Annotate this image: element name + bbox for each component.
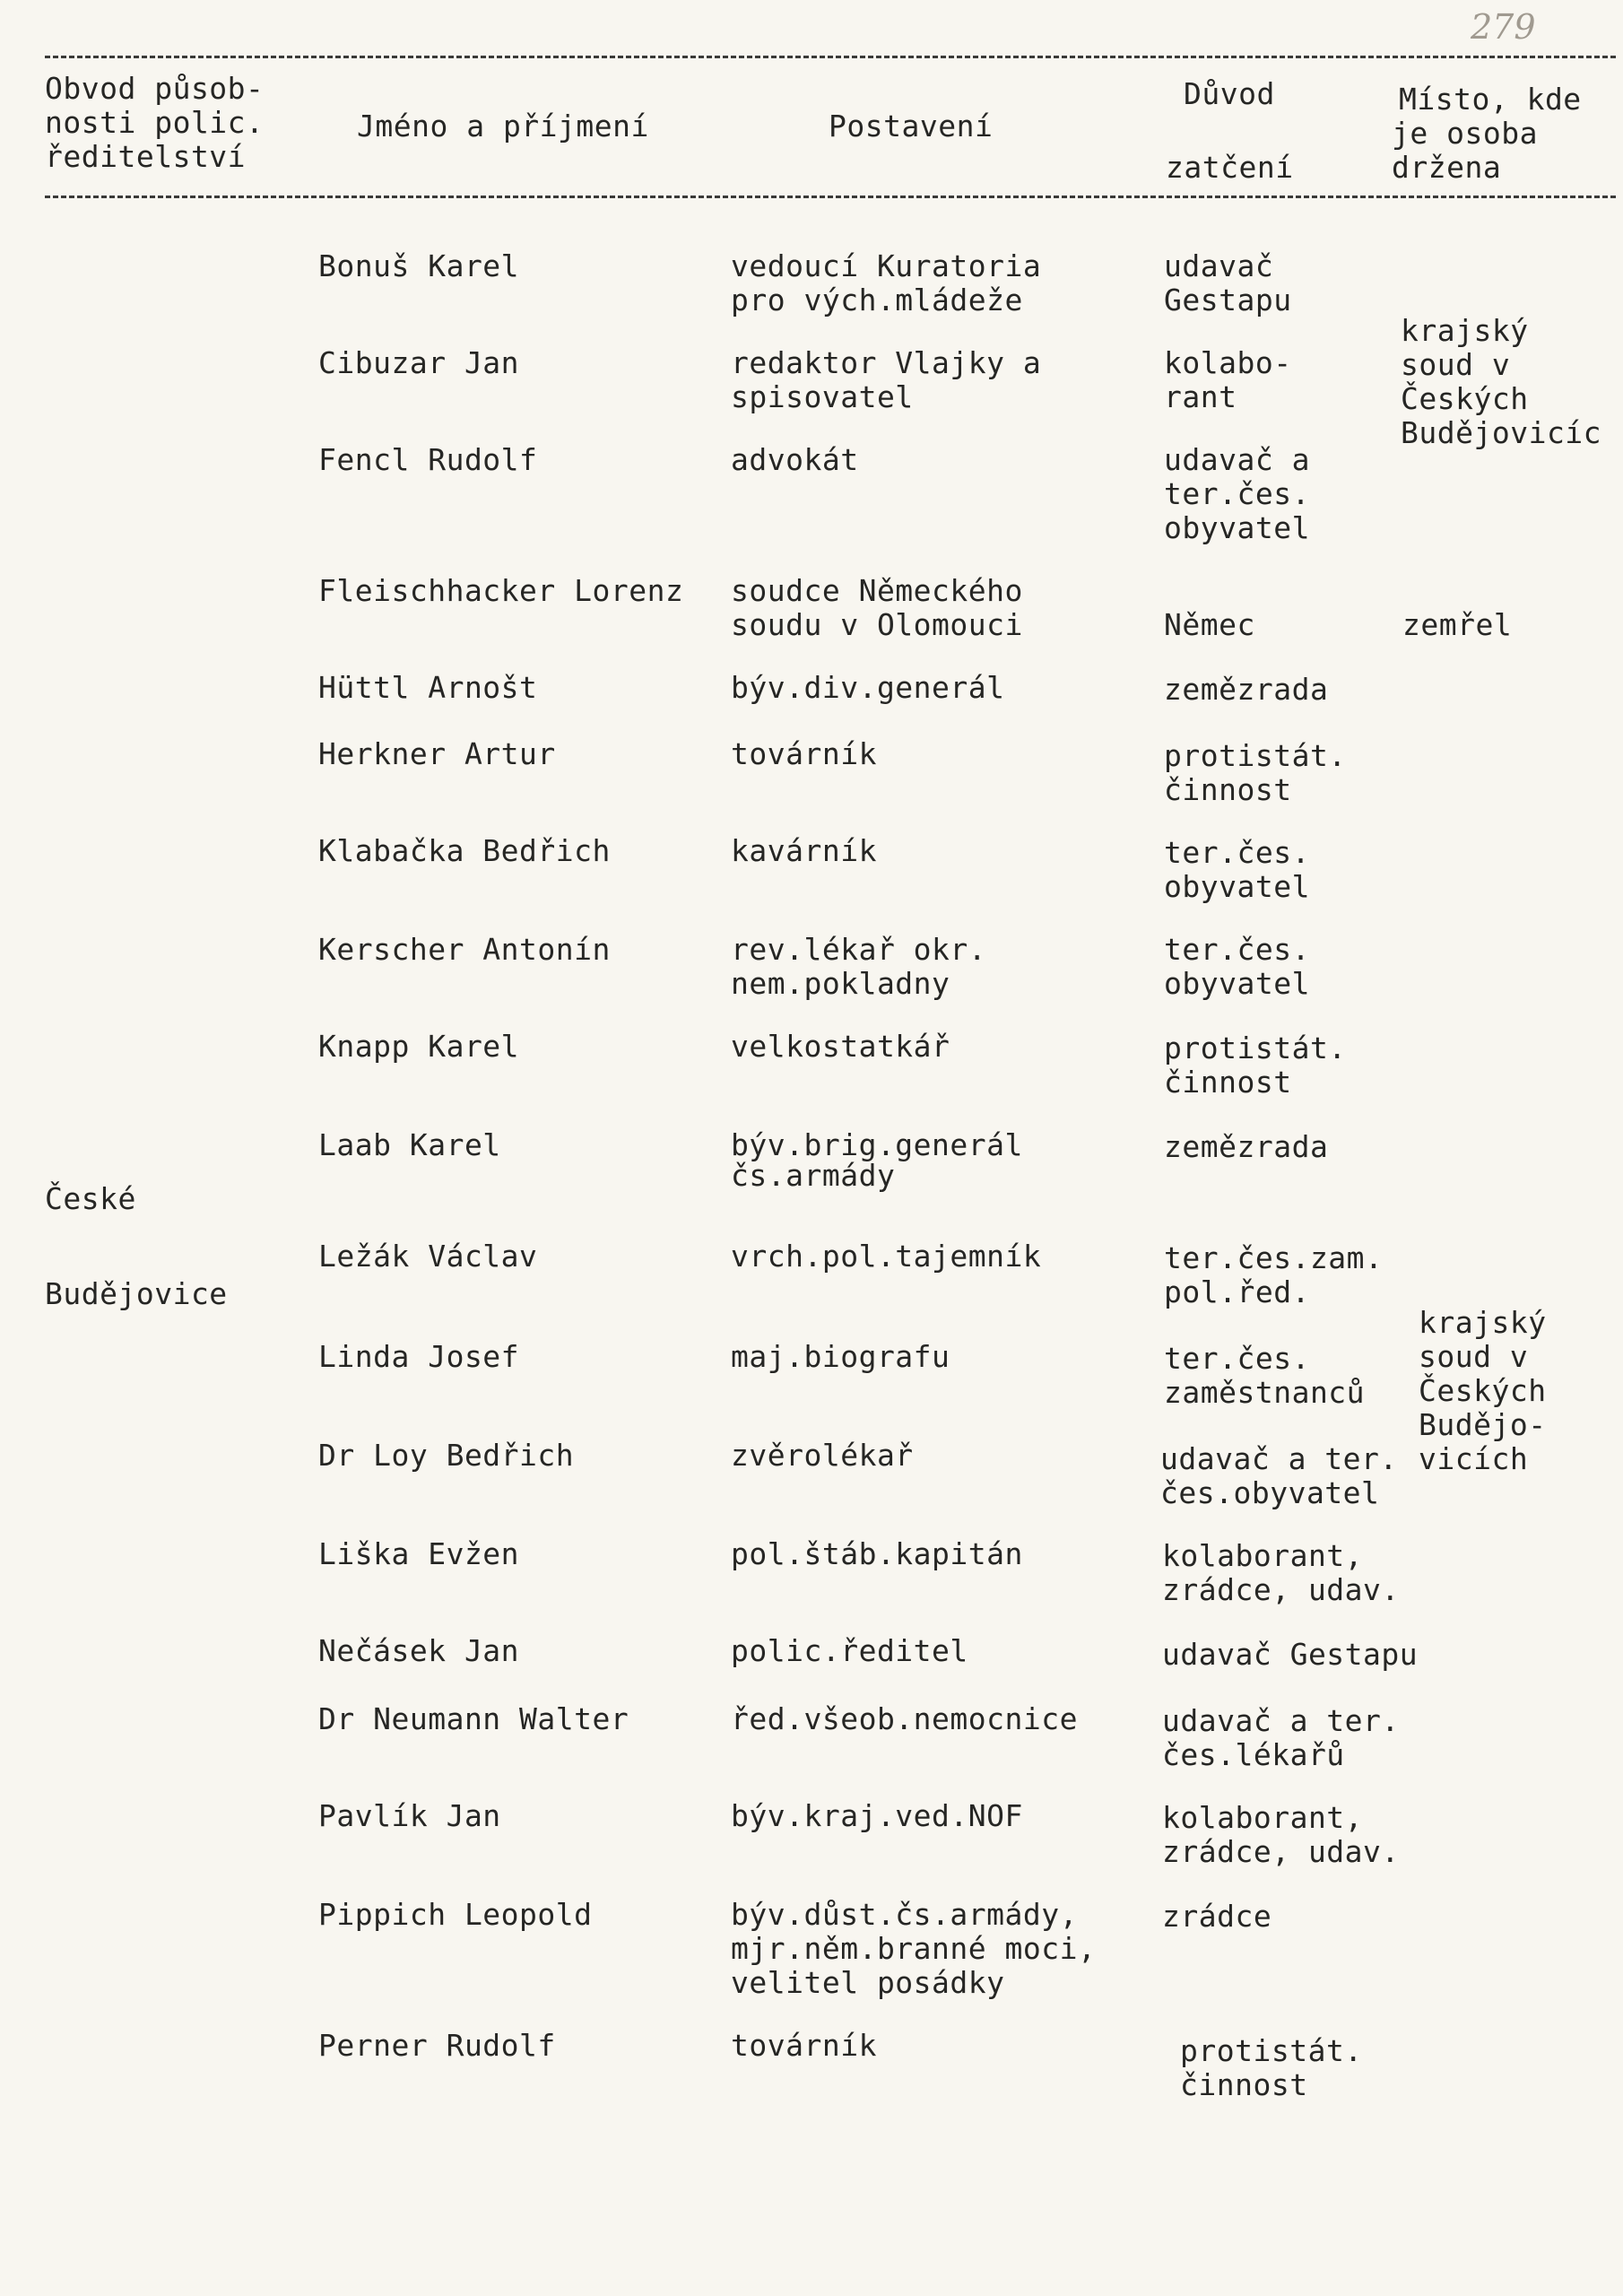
header-rule-top	[45, 56, 1616, 58]
row-position-line: továrník	[731, 736, 877, 771]
place-note-1-line-2: soud v	[1401, 347, 1511, 382]
row-reason-line: zrádce, udav.	[1162, 1572, 1400, 1607]
row-position-line: vrch.pol.tajemník	[731, 1239, 1042, 1274]
row-position-line: vedoucí Kuratoria	[731, 248, 1042, 283]
row-name: Kerscher Antonín	[318, 932, 611, 967]
district-line-1: České	[45, 1181, 136, 1216]
row-reason-line: obyvatel	[1164, 510, 1310, 545]
district-line-2: Budějovice	[45, 1276, 228, 1311]
row-position-line: soudu v Olomouci	[731, 607, 1023, 642]
row-position-line: redaktor Vlajky a	[731, 345, 1042, 380]
header-place-line-1: Místo, kde	[1399, 82, 1582, 117]
row-reason-line: ter.čes.zam.	[1164, 1240, 1384, 1275]
row-name: Liška Evžen	[318, 1536, 520, 1571]
header-reason-top: Důvod	[1184, 76, 1275, 111]
row-reason-line: Němec	[1164, 607, 1255, 642]
row-position-line: soudce Německého	[731, 573, 1023, 608]
row-reason-line: udavač Gestapu	[1162, 1637, 1419, 1672]
row-name: Linda Josef	[318, 1339, 520, 1374]
row-reason-line: pol.řed.	[1164, 1274, 1310, 1309]
row-position-line: advokát	[731, 442, 859, 477]
row-position-line: řed.všeob.nemocnice	[731, 1701, 1078, 1736]
header-reason-bottom: zatčení	[1166, 150, 1294, 185]
row-reason-line: udavač	[1164, 248, 1274, 283]
row-reason-line: činnost	[1180, 2067, 1308, 2102]
row-position-line: spisovatel	[731, 379, 914, 414]
row-name: Fencl Rudolf	[318, 442, 538, 477]
row-reason-line: činnost	[1164, 772, 1292, 807]
page-number: 279	[1471, 7, 1536, 47]
row-position-line: velkostatkář	[731, 1029, 950, 1064]
row-position-line: kavárník	[731, 833, 877, 868]
row-reason-line: ter.čes.	[1164, 932, 1310, 967]
row-position-line: čs.armády	[731, 1158, 896, 1193]
row-name: Hüttl Arnošt	[318, 670, 538, 705]
row-reason-line: udavač a ter.	[1162, 1703, 1400, 1738]
row-reason-line: protistát.	[1180, 2033, 1363, 2068]
row-reason-line: ter.čes.	[1164, 835, 1310, 870]
row-position-line: továrník	[731, 2028, 877, 2063]
place-note-1-line-1: krajský	[1401, 313, 1529, 348]
row-name: Ležák Václav	[318, 1239, 538, 1274]
row-name: Nečásek Jan	[318, 1633, 520, 1668]
row-name: Laab Karel	[318, 1127, 501, 1162]
row-reason-line: ter.čes.	[1164, 476, 1310, 511]
row-name: Klabačka Bedřich	[318, 833, 611, 868]
row-position-line: nem.pokladny	[731, 966, 950, 1001]
row-position-line: zvěrolékař	[731, 1438, 914, 1473]
row-reason-line: čes.lékařů	[1162, 1737, 1345, 1772]
row-position-line: býv.brig.generál	[731, 1127, 1023, 1162]
row-reason-line: protistát.	[1164, 738, 1347, 773]
row-position-line: býv.důst.čs.armády,	[731, 1897, 1078, 1932]
row-position-line: maj.biografu	[731, 1339, 950, 1374]
row-reason-line: zrádce	[1162, 1899, 1272, 1934]
row-name: Fleischhacker Lorenz	[318, 573, 684, 608]
place-note-3-line-2: soud v	[1419, 1339, 1529, 1374]
header-place-line-2: je osoba	[1392, 116, 1538, 151]
row-name: Herkner Artur	[318, 736, 556, 771]
header-name: Jméno a příjmení	[357, 109, 649, 144]
row-position-line: rev.lékař okr.	[731, 932, 987, 967]
row-reason-line: obyvatel	[1164, 966, 1310, 1001]
place-note-1-line-3: Českých	[1401, 381, 1529, 416]
header-place-line-3: držena	[1392, 150, 1502, 185]
row-reason-line: ter.čes.	[1164, 1341, 1310, 1376]
row-name: Perner Rudolf	[318, 2028, 556, 2063]
place-note-3-line-5: vicích	[1419, 1441, 1529, 1476]
row-position-line: býv.div.generál	[731, 670, 1005, 705]
place-note-2: zemřel	[1402, 607, 1513, 642]
header-district-line-2: nosti polic.	[45, 105, 265, 140]
header-district-line-3: ředitelství	[45, 139, 247, 174]
row-reason-line: činnost	[1164, 1065, 1292, 1100]
row-name: Dr Loy Bedřich	[318, 1438, 575, 1473]
place-note-3-line-1: krajský	[1419, 1305, 1547, 1340]
row-name: Pavlík Jan	[318, 1798, 501, 1833]
row-position-line: mjr.něm.branné moci,	[731, 1931, 1097, 1966]
row-name: Cibuzar Jan	[318, 345, 520, 380]
row-reason-line: zemězrada	[1164, 1129, 1329, 1164]
row-position-line: býv.kraj.ved.NOF	[731, 1798, 1023, 1833]
row-position-line: pro vých.mládeže	[731, 283, 1023, 317]
row-reason-line: udavač a	[1164, 442, 1310, 477]
row-reason-line: protistát.	[1164, 1031, 1347, 1065]
row-reason-line: zemězrada	[1164, 672, 1329, 707]
place-note-1-line-4: Budějovicíc	[1401, 415, 1602, 450]
header-district-line-1: Obvod působ-	[45, 71, 265, 106]
header-rule-bottom	[45, 196, 1616, 198]
row-reason-line: kolabo-	[1164, 345, 1292, 380]
row-name: Knapp Karel	[318, 1029, 520, 1064]
row-reason-line: Gestapu	[1164, 283, 1292, 317]
place-note-3-line-4: Budějo-	[1419, 1407, 1547, 1442]
row-reason-line: udavač a ter.	[1160, 1441, 1398, 1476]
row-name: Dr Neumann Walter	[318, 1701, 629, 1736]
row-reason-line: zaměstnanců	[1164, 1375, 1366, 1410]
row-reason-line: obyvatel	[1164, 869, 1310, 904]
row-position-line: polic.ředitel	[731, 1633, 968, 1668]
place-note-3-line-3: Českých	[1419, 1373, 1547, 1408]
row-name: Pippich Leopold	[318, 1897, 593, 1932]
row-reason-line: kolaborant,	[1162, 1538, 1364, 1573]
row-reason-line: kolaborant,	[1162, 1800, 1364, 1835]
row-reason-line: čes.obyvatel	[1160, 1475, 1380, 1510]
row-reason-line: rant	[1164, 379, 1237, 414]
row-position-line: pol.štáb.kapitán	[731, 1536, 1023, 1571]
header-position: Postavení	[829, 109, 994, 144]
row-reason-line: zrádce, udav.	[1162, 1834, 1400, 1869]
row-name: Bonuš Karel	[318, 248, 520, 283]
row-position-line: velitel posádky	[731, 1965, 1005, 2000]
